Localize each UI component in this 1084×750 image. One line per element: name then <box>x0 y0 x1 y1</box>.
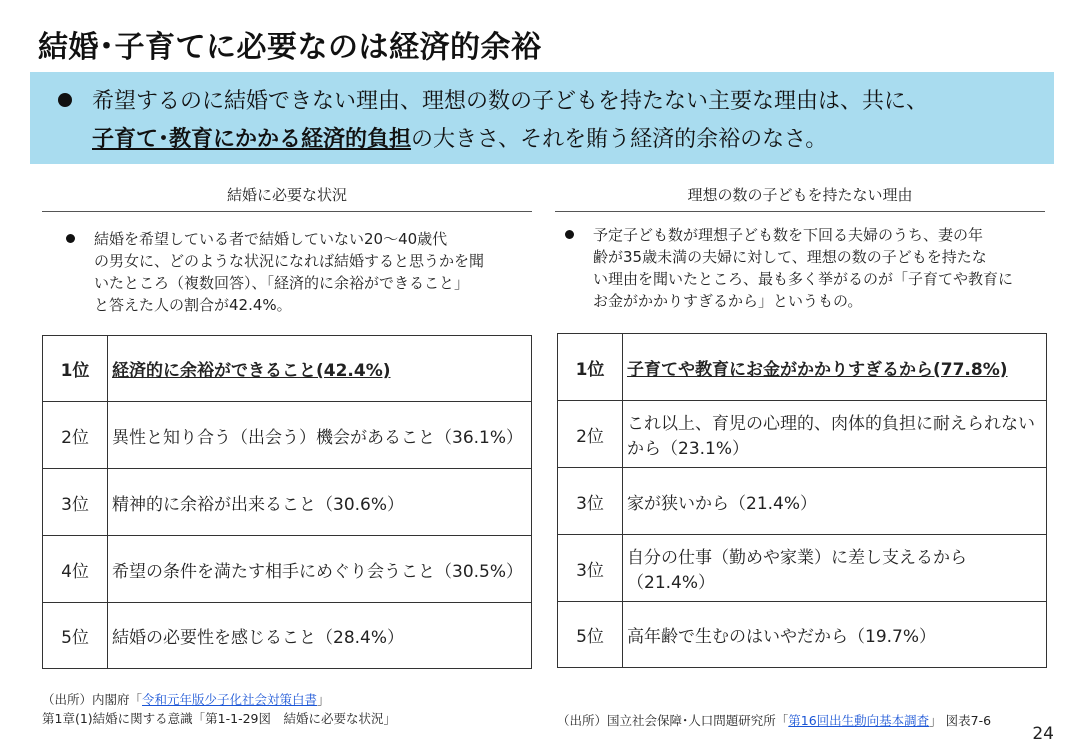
rank-cell: 2位 <box>43 402 108 469</box>
table-row <box>558 602 1047 668</box>
source-suffix: 」 <box>317 692 330 707</box>
left-source-line-2: 第1章(1)結婚に関する意識「第1-1-29図 結婚に必要な状況」 <box>42 711 396 726</box>
table-row <box>558 468 1047 535</box>
rank-cell: 4位 <box>43 536 108 603</box>
right-desc-line: お金がかかりすぎるから」というもの。 <box>593 292 863 310</box>
right-source-line <box>557 711 991 729</box>
summary-emphasis: 子育て･教育にかかる経済的負担 <box>92 127 412 152</box>
bullet-icon <box>58 93 72 107</box>
source-prefix: （出所）国立社会保障･人口問題研究所「 <box>557 713 789 728</box>
left-source-line-1 <box>42 690 330 708</box>
source-link-fertility-survey[interactable]: 第16回出生動向基本調査 <box>788 713 930 728</box>
right-description <box>593 224 1053 312</box>
table-row <box>43 603 532 669</box>
right-heading: 理想の数の子どもを持たない理由 <box>687 186 913 204</box>
reason-cell: 自分の仕事（勤めや家業）に差し支えるから（21.4%） <box>623 535 1047 602</box>
source-prefix: （出所）内閣府「 <box>42 692 143 707</box>
table-row <box>43 402 532 469</box>
rank-cell: 1位 <box>43 336 108 402</box>
left-divider <box>42 211 532 212</box>
rank-cell: 5位 <box>43 603 108 669</box>
reason-cell: 希望の条件を満たす相手にめぐり会うこと（30.5%） <box>108 536 532 603</box>
rank-cell: 2位 <box>558 401 623 468</box>
right-divider <box>555 211 1045 212</box>
page-number: 24 <box>1032 724 1054 744</box>
left-desc-line: いたところ（複数回答）、「経済的に余裕ができること」 <box>94 274 470 292</box>
left-description <box>94 228 534 316</box>
rank-cell: 3位 <box>558 468 623 535</box>
reason-cell <box>108 336 532 402</box>
source-suffix: 」 図表7-6 <box>929 713 992 728</box>
left-bullet-icon <box>66 234 75 243</box>
summary-line-1: 希望するのに結婚できない理由、理想の数の子どもを持たない主要な理由は、共に、 <box>92 89 929 114</box>
summary-banner <box>30 72 1054 164</box>
table-row <box>558 535 1047 602</box>
reason-text: 子育てや教育にお金がかかりすぎるから(77.8%) <box>627 359 1008 380</box>
right-desc-line: い理由を聞いたところ、最も多く挙がるのが「子育てや教育に <box>593 270 1014 288</box>
rank-cell: 1位 <box>558 334 623 401</box>
reason-cell: 高年齢で生むのはいやだから（19.7%） <box>623 602 1047 668</box>
left-ranking-table <box>42 335 532 669</box>
rank-cell: 3位 <box>558 535 623 602</box>
left-heading: 結婚に必要な状況 <box>226 186 347 204</box>
reason-cell: これ以上、育児の心理的、肉体的負担に耐えられないから（23.1%） <box>623 401 1047 468</box>
left-desc-line: 結婚を希望している者で結婚していない20～40歳代 <box>94 230 448 248</box>
table-row <box>43 536 532 603</box>
reason-text: 経済的に余裕ができること(42.4%) <box>112 361 391 381</box>
table-row <box>43 469 532 536</box>
right-desc-line: 予定子ども数が理想子ども数を下回る夫婦のうち、妻の年 <box>593 226 984 244</box>
reason-cell <box>623 334 1047 401</box>
summary-line-2-rest: の大きさ、それを賄う経済的余裕のなさ。 <box>411 127 828 152</box>
right-ranking-table <box>557 333 1047 668</box>
left-desc-line: の男女に、どのような状況になれば結婚すると思うかを聞 <box>94 252 485 270</box>
reason-cell: 結婚の必要性を感じること（28.4%） <box>108 603 532 669</box>
left-desc-line: と答えた人の割合が42.4%。 <box>94 296 292 314</box>
reason-cell: 家が狭いから（21.4%） <box>623 468 1047 535</box>
right-desc-line: 齢が35歳未満の夫婦に対して、理想の数の子どもを持たな <box>593 248 987 266</box>
reason-cell: 精神的に余裕が出来ること（30.6%） <box>108 469 532 536</box>
table-row <box>558 334 1047 401</box>
right-bullet-icon <box>565 230 574 239</box>
rank-cell: 5位 <box>558 602 623 668</box>
summary-line-2 <box>92 122 827 153</box>
rank-cell: 3位 <box>43 469 108 536</box>
table-row <box>43 336 532 402</box>
page-title: 結婚･子育てに必要なのは経済的余裕 <box>38 30 542 65</box>
table-row <box>558 401 1047 468</box>
source-link-white-paper[interactable]: 令和元年版少子化社会対策白書 <box>142 692 318 707</box>
reason-cell: 異性と知り合う（出会う）機会があること（36.1%） <box>108 402 532 469</box>
